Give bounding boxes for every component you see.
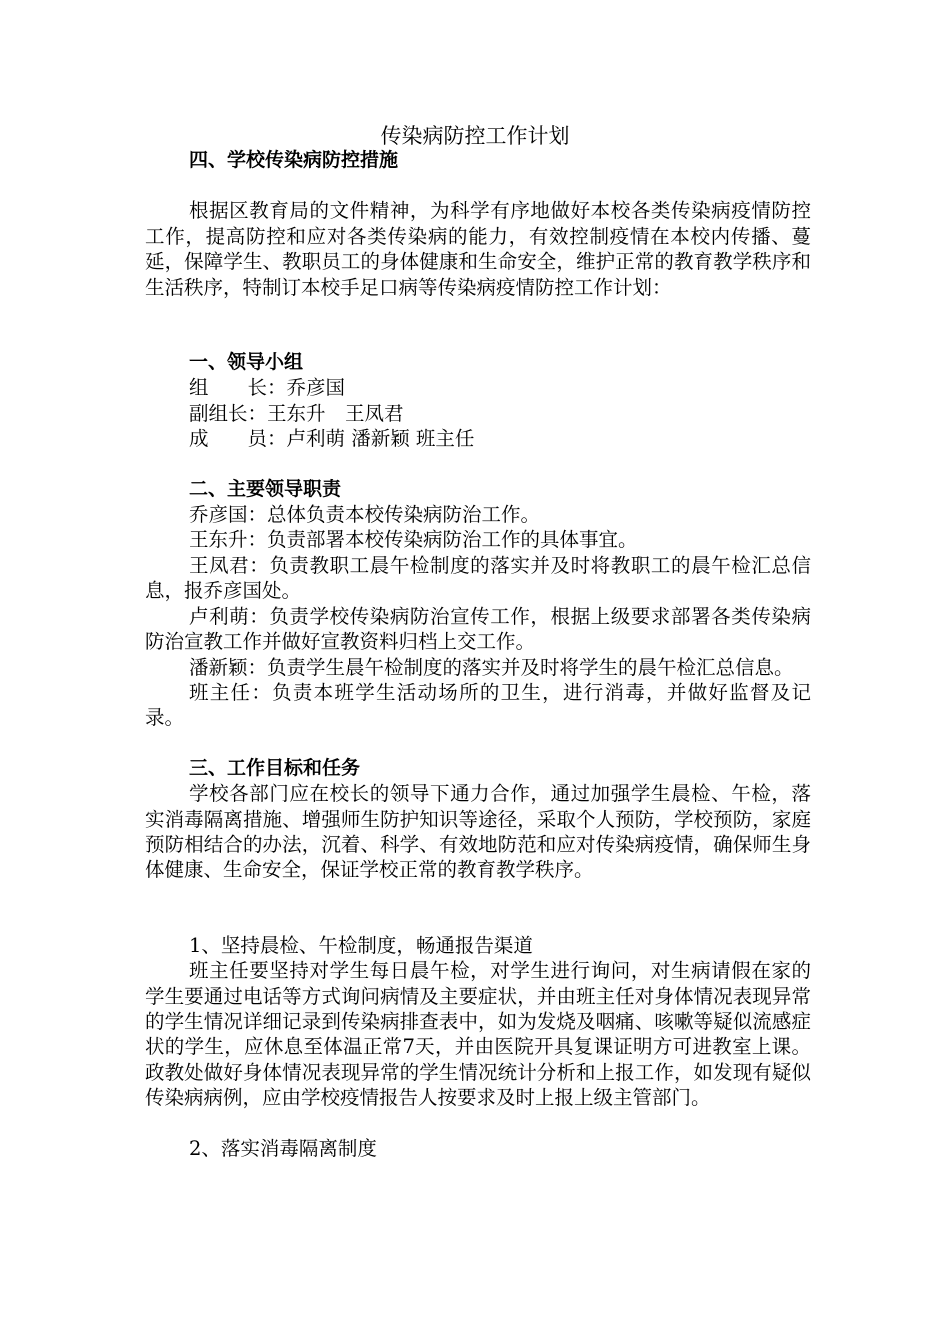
duty-item: 潘新颖：负责学生晨午检制度的落实并及时将学生的晨午检汇总信息。 — [189, 655, 794, 679]
item1-paragraph: 班主任要坚持对学生每日晨午检，对学生进行询问，对生病请假在家的学生要通过电话等方式询问病情及主要症状，并由班主任对身体情况表现异常的学生情况详细记录到传染病排查表中，如为发烧及咽痛、咳嗽等疑似流感症状的学生，应休息至体温正常7天，并由医院开具复课证明方可进教室上课。政教处做好身体情况表现异常的学生情况统计分析和上报工作，如发现有疑似传染病病例，应由学校疫情报告人按要求及时上报上级主管部门。 — [145, 959, 811, 1110]
section-heading-measures: 四、学校传染病防控措施 — [189, 149, 399, 171]
spacer — [145, 1111, 811, 1136]
deputy-leader-row: 副组长：王东升 王凤君 — [189, 401, 404, 425]
item2-heading: 2、落实消毒隔离制度 — [189, 1136, 377, 1160]
spacer — [145, 452, 811, 477]
document-title: 传染病防控工作计划 — [380, 124, 570, 148]
section-heading-leadership: 一、领导小组 — [189, 351, 304, 374]
leader-row: 组 长：乔彦国 — [189, 376, 346, 400]
spacer — [145, 731, 811, 756]
duty-item: 王东升：负责部署本校传染病防治工作的具体事宜。 — [189, 528, 638, 552]
members-row: 成 员：卢利萌 潘新颖 班主任 — [189, 427, 475, 451]
duty-item: 班主任：负责本班学生活动场所的卫生，进行消毒，并做好监督及记录。 — [145, 680, 811, 730]
duty-item: 卢利萌：负责学校传染病防治宣传工作，根据上级要求部署各类传染病防治宣教工作并做好宣教资料归档上交工作。 — [145, 604, 811, 654]
spacer — [145, 883, 811, 933]
section-heading-duties: 二、主要领导职责 — [189, 477, 342, 500]
duty-item: 王凤君：负责教职工晨午检制度的落实并及时将教职工的晨午检汇总信息，报乔彦国处。 — [145, 553, 811, 603]
item1-heading: 1、坚持晨检、午检制度，畅通报告渠道 — [189, 933, 533, 957]
spacer — [145, 173, 811, 198]
spacer — [145, 300, 811, 350]
intro-paragraph: 根据区教育局的文件精神，为科学有序地做好本校各类传染病疫情防控工作，提高防控和应对各类传染病的能力，有效控制疫情在本校内传播、蔓延，保障学生、教职员工的身体健康和生命安全，维护正常的教育教学秩序和生活秩序，特制订本校手足口病等传染病疫情防控工作计划： — [145, 199, 811, 299]
duty-item: 乔彦国：总体负责本校传染病防治工作。 — [189, 503, 541, 527]
document-body — [145, 148, 811, 1161]
section-heading-goals: 三、工作目标和任务 — [189, 756, 361, 779]
goals-paragraph: 学校各部门应在校长的领导下通力合作，通过加强学生晨检、午检，落实消毒隔离措施、增强师生防护知识等途径，采取个人预防，学校预防，家庭预防相结合的办法，沉着、科学、有效地防范和应对传染病疫情，确保师生身体健康、生命安全，保证学校正常的教育教学秩序。 — [145, 782, 811, 882]
